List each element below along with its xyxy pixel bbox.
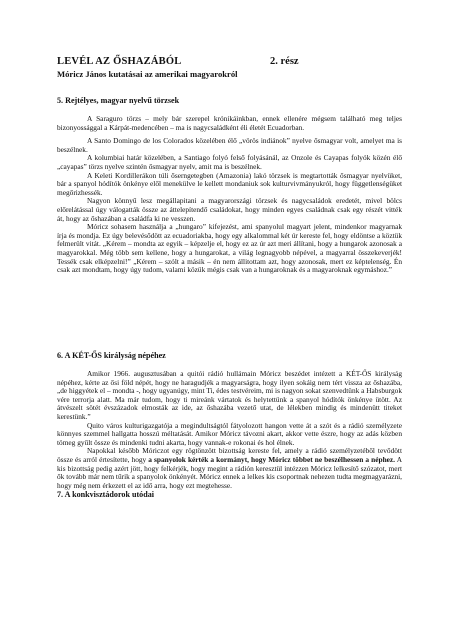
article-header [57, 56, 402, 79]
section-6 [57, 351, 402, 499]
paragraph: A Keleti Kordillerákon túli őserngetegben (Amazonia) lakó törzsek is megtartották ősmagyar nyelvüket, bár a spanyol hódítók önkénye elől menekülve le kellett mondaniuk sok kulturvivmányukról, hogy függetlenségüket megőrizhessék. [57, 170, 402, 197]
article-title: LEVÉL AZ ŐSHAZÁBÓL [57, 56, 182, 67]
paragraph: Quito város kulturigazgatója a megindultságtól fátyolozott hangon vette át a szót és a rádió személyzete könnyes szemmel hallgatta hosszú méltatását. Amikor Móricz távozni akart, akkor vette észre, hogy az adás közben tömeg gyűlt össze és mindenki tudni akarta, hogy vannak-e rokonai és hol élnek. [57, 420, 402, 447]
bold-text-run: a spanyolok kérték a kormányt, hogy Móricz többet ne beszélhessen a néphez. [148, 454, 396, 464]
title-row [57, 56, 402, 68]
paragraph: A kolumbiai határ közelében, a Santiago folyó felső folyásánál, az Onzole és Cayapas folyók közén élő „cayapas” törzs nyelve szintén ősmagyar nyelv, amit ma is beszélnek. [57, 153, 402, 171]
paragraph: Amikor 1966. augusztusában a quitói rádió hullámain Móricz beszédet intézett a KÉT-ŐS királyság népéhez, kérte az ősi föld népét, hogy ne haragudjék a magyarságra, hogy ilyen sokáig nem tért vissza az őshazába, „de higgyétek el – mondta -, hogy ugyanúgy, mint Ti, édes testvéreim, mi is nagyon sokat szenvedtünk a Habsburgok vére terrorja alatt. Ma már tudom, hogy ti mireánk vártatok és helytettünk a spanyol hódítók önkénye ütött. Az átvészelt sötét évszázadok elmosták az ide, az őshazába vezető utat, de lélekben mindig és mindenütt titeket kerestünk.” [57, 369, 402, 421]
section-7-heading: 7. A konkvisztádorok utódai [57, 490, 155, 500]
article-subtitle: Móricz János kutatásai az amerikai magyarokról [57, 69, 238, 79]
section-5 [57, 96, 402, 275]
paragraph [57, 447, 402, 490]
paragraph: A Santo Domingo de los Colorados közelében élő „vörös indiánok” nyelve ősmagyar volt, amelyet ma is beszélnek. [57, 136, 402, 154]
paragraph: Nagyon könnyű lesz megállapitani a magyarországi törzsek és nagycsaládok eredetét, mivel bölcs előrelátással úgy válogatták össze az áttelepítendő családokat, hogy minden egyes családnak csak egy részét vitték át, hogy az őshazában a családfa ki ne vesszen. [57, 196, 402, 223]
text-run: A kis bizottság pedig azért jött, hogy felkérjék, hogy megint a rádión keresztül intézzen Móricz lelkesítő szózatot, mert ők tovább már nem tűrik a spanyolok önkényét. Móricz ennek a lelkes kis csoportnak nehezen tudta megmagyarázni, hogy még nem érkezett el az idő arra, hogy ezt megtehesse. [57, 454, 402, 490]
section-5-heading: 5. Rejtélyes, magyar nyelvű törzsek [57, 96, 180, 105]
text-run: Napokkal később Móriczot egy rögtönzött bizottság kereste fel, amely a rádió személyzetéből tevődött össze és arról értesítette, hogy [57, 446, 402, 464]
part-label: 2. rész [270, 56, 299, 67]
paragraph: Móricz sohasem használja a „hungaro” kifejezést, ami spanyolul magyart jelent, mindenkor magyarnak írja és mondja. Ez úgy belevésődött az ecuadoriakba, hogy egy alkalommal két úr kereste fel, hogy eldöntse a köztük felmerült vitát. „Kérem – mondta az egyik – képzelje el, hogy ez az úr azt meri állítani, hogy a hungarok azonosak a magyarokkal. Még több sem kellene, hogy a hungarokat, a világ legnagyobb népével, a magyarral összekeverjék! Tessék csak elképzelni!” „Kérem – szólt a másik – én nem állitottam azt, hogy azonosak, mert ez képtelenség. Én csak azt mondtam, hogy úgy tudom, valami közük mégis csak van a hungaroknak és a magyaroknak egymáshoz.” [57, 222, 402, 275]
paragraph: A Saraguro törzs – mely bár szerepel krónikáinkban, ennek ellenére mégsem található meg teljes bizonyossággal a Kárpát-medencében – ma is nagycsaládként éli életét Ecuadorban. [57, 114, 402, 132]
section-6-heading: 6. A KÉT-ŐS királyság népéhez [57, 351, 166, 360]
